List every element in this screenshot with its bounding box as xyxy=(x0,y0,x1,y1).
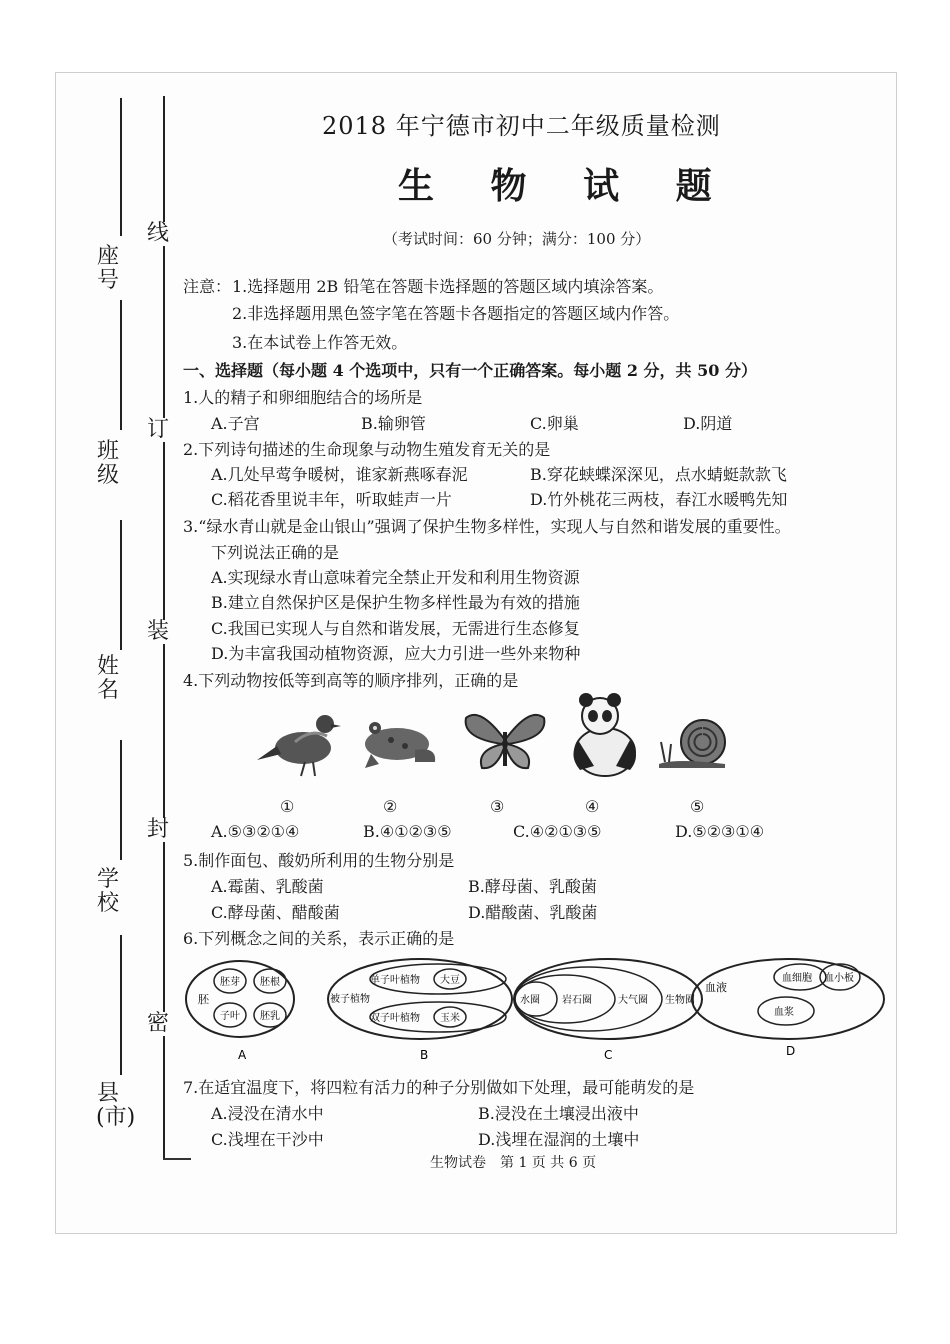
note-item: 1.选择题用 2B 铅笔在答题卡选择题的答题区域内填涂答案。 xyxy=(232,277,664,296)
svg-text:胚芽: 胚芽 xyxy=(220,977,240,988)
option: C.浅埋在干沙中 xyxy=(211,1130,324,1149)
exam-info: （考试时间：60 分钟；满分：100 分） xyxy=(383,230,651,248)
option: B.④①②③⑤ xyxy=(363,822,452,841)
subject-title: 生 物 试 题 xyxy=(398,165,734,207)
note-item: 3.在本试卷上作答无效。 xyxy=(232,333,408,352)
option: D.竹外桃花三两枝，春江水暖鸭先知 xyxy=(530,490,788,509)
option: C.稻花香里说丰年，听取蛙声一片 xyxy=(211,490,452,509)
svg-text:生物圈: 生物圈 xyxy=(665,995,695,1006)
frog-icon xyxy=(355,702,445,782)
diagram-b xyxy=(328,959,512,1062)
field-line xyxy=(120,935,122,1075)
cut-mark: 装 xyxy=(146,619,169,644)
panda-icon xyxy=(560,690,650,780)
county-label: 县(市) xyxy=(96,1081,136,1130)
svg-text:水圈: 水圈 xyxy=(520,995,540,1006)
pigeon-icon xyxy=(255,702,345,782)
diagram-a xyxy=(186,961,294,1062)
svg-text:胚根: 胚根 xyxy=(260,977,280,988)
cut-mark: 线 xyxy=(146,221,169,246)
svg-text:岩石圈: 岩石圈 xyxy=(562,995,592,1006)
section-heading: 一、选择题（每小题 4 个选项中，只有一个正确答案。每小题 2 分，共 50 分） xyxy=(183,361,757,380)
concept-diagrams xyxy=(180,955,900,1065)
field-line xyxy=(120,98,122,236)
field-line xyxy=(120,740,122,860)
svg-text:玉米: 玉米 xyxy=(440,1013,460,1024)
option: C.卵巢 xyxy=(530,414,579,433)
svg-text:血浆: 血浆 xyxy=(774,1007,794,1018)
cut-mark: 订 xyxy=(146,417,169,442)
question-stem: 4.下列动物按低等到高等的顺序排列，正确的是 xyxy=(183,671,519,690)
svg-text:大气圈: 大气圈 xyxy=(618,995,648,1006)
animal-label: ③ xyxy=(490,797,505,816)
svg-text:血液: 血液 xyxy=(705,981,727,994)
diagram-c-label: C xyxy=(604,1048,613,1062)
option: C.④②①③⑤ xyxy=(513,822,602,841)
option: A.实现绿水青山意味着完全禁止开发和利用生物资源 xyxy=(211,568,580,587)
option: C.酵母菌、醋酸菌 xyxy=(211,903,340,922)
option: D.醋酸菌、乳酸菌 xyxy=(468,903,598,922)
svg-text:血小板: 血小板 xyxy=(824,973,854,984)
option: D.阴道 xyxy=(683,414,733,433)
question-stem: 1.人的精子和卵细胞结合的场所是 xyxy=(183,388,423,407)
option: B.酵母菌、乳酸菌 xyxy=(468,877,597,896)
svg-text:大豆: 大豆 xyxy=(440,975,460,986)
seat-number-label: 座号 xyxy=(96,244,119,293)
option: A.浸没在清水中 xyxy=(211,1104,324,1123)
option: A.子宫 xyxy=(211,414,260,433)
diagram-a-outer: 胚 xyxy=(198,993,209,1006)
snail-icon xyxy=(655,702,745,782)
option: A.几处早莺争暖树，谁家新燕啄春泥 xyxy=(211,465,468,484)
option: D.⑤②③①④ xyxy=(675,822,765,841)
class-label: 班 级 xyxy=(96,439,119,488)
question-stem: 3.“绿水青山就是金山银山”强调了保护生物多样性，实现人与自然和谐发展的重要性。 xyxy=(183,517,791,536)
option: B.穿花蛱蝶深深见，点水蜻蜓款款飞 xyxy=(530,465,787,484)
diagram-d xyxy=(692,959,884,1058)
svg-text:单子叶植物: 单子叶植物 xyxy=(370,975,420,986)
question-stem: 6.下列概念之间的关系，表示正确的是 xyxy=(183,929,455,948)
animal-label: ① xyxy=(280,797,295,816)
svg-text:胚乳: 胚乳 xyxy=(260,1011,280,1022)
notes-prefix: 注意： xyxy=(183,277,232,296)
butterfly-icon xyxy=(460,702,550,782)
diagram-a-label: A xyxy=(238,1048,247,1062)
page-footer: 生物试卷 第 1 页 共 6 页 xyxy=(430,1155,597,1171)
binding-line-end xyxy=(163,1158,191,1160)
question-stem: 5.制作面包、酸奶所利用的生物分别是 xyxy=(183,851,455,870)
field-line xyxy=(120,520,122,650)
option: A.⑤③②①④ xyxy=(211,822,300,841)
question-stem: 7.在适宜温度下，将四粒有活力的种子分别做如下处理，最可能萌发的是 xyxy=(183,1078,695,1097)
name-label: 姓 名 xyxy=(96,654,119,703)
animal-label: ⑤ xyxy=(690,797,705,816)
question-stem-cont: 下列说法正确的是 xyxy=(211,543,340,562)
option: D.浅埋在湿润的土壤中 xyxy=(478,1130,640,1149)
school-label: 学 校 xyxy=(96,867,119,916)
diagram-c xyxy=(514,959,702,1062)
option: A.霉菌、乳酸菌 xyxy=(211,877,324,896)
svg-text:被子植物: 被子植物 xyxy=(330,994,370,1005)
exam-title: 2018 年宁德市初中二年级质量检测 xyxy=(322,112,721,140)
animal-label: ② xyxy=(383,797,398,816)
cut-mark: 封 xyxy=(146,817,169,842)
option: B.建立自然保护区是保护生物多样性最为有效的措施 xyxy=(211,593,580,612)
svg-text:双子叶植物: 双子叶植物 xyxy=(370,1013,420,1024)
option: C.我国已实现人与自然和谐发展，无需进行生态修复 xyxy=(211,619,580,638)
cut-mark: 密 xyxy=(146,1011,169,1036)
diagram-d-label: D xyxy=(786,1044,796,1058)
animal-label: ④ xyxy=(585,797,600,816)
question-stem: 2.下列诗句描述的生命现象与动物生殖发育无关的是 xyxy=(183,440,551,459)
note-item: 2.非选择题用黑色签字笔在答题卡各题指定的答题区域内作答。 xyxy=(232,304,680,323)
option: B.浸没在土壤浸出液中 xyxy=(478,1104,639,1123)
field-line xyxy=(120,300,122,430)
svg-text:子叶: 子叶 xyxy=(220,1011,240,1022)
option: B.输卵管 xyxy=(361,414,426,433)
option: D.为丰富我国动植物资源，应大力引进一些外来物种 xyxy=(211,644,581,663)
diagram-b-label: B xyxy=(420,1048,429,1062)
svg-text:血细胞: 血细胞 xyxy=(782,973,812,984)
